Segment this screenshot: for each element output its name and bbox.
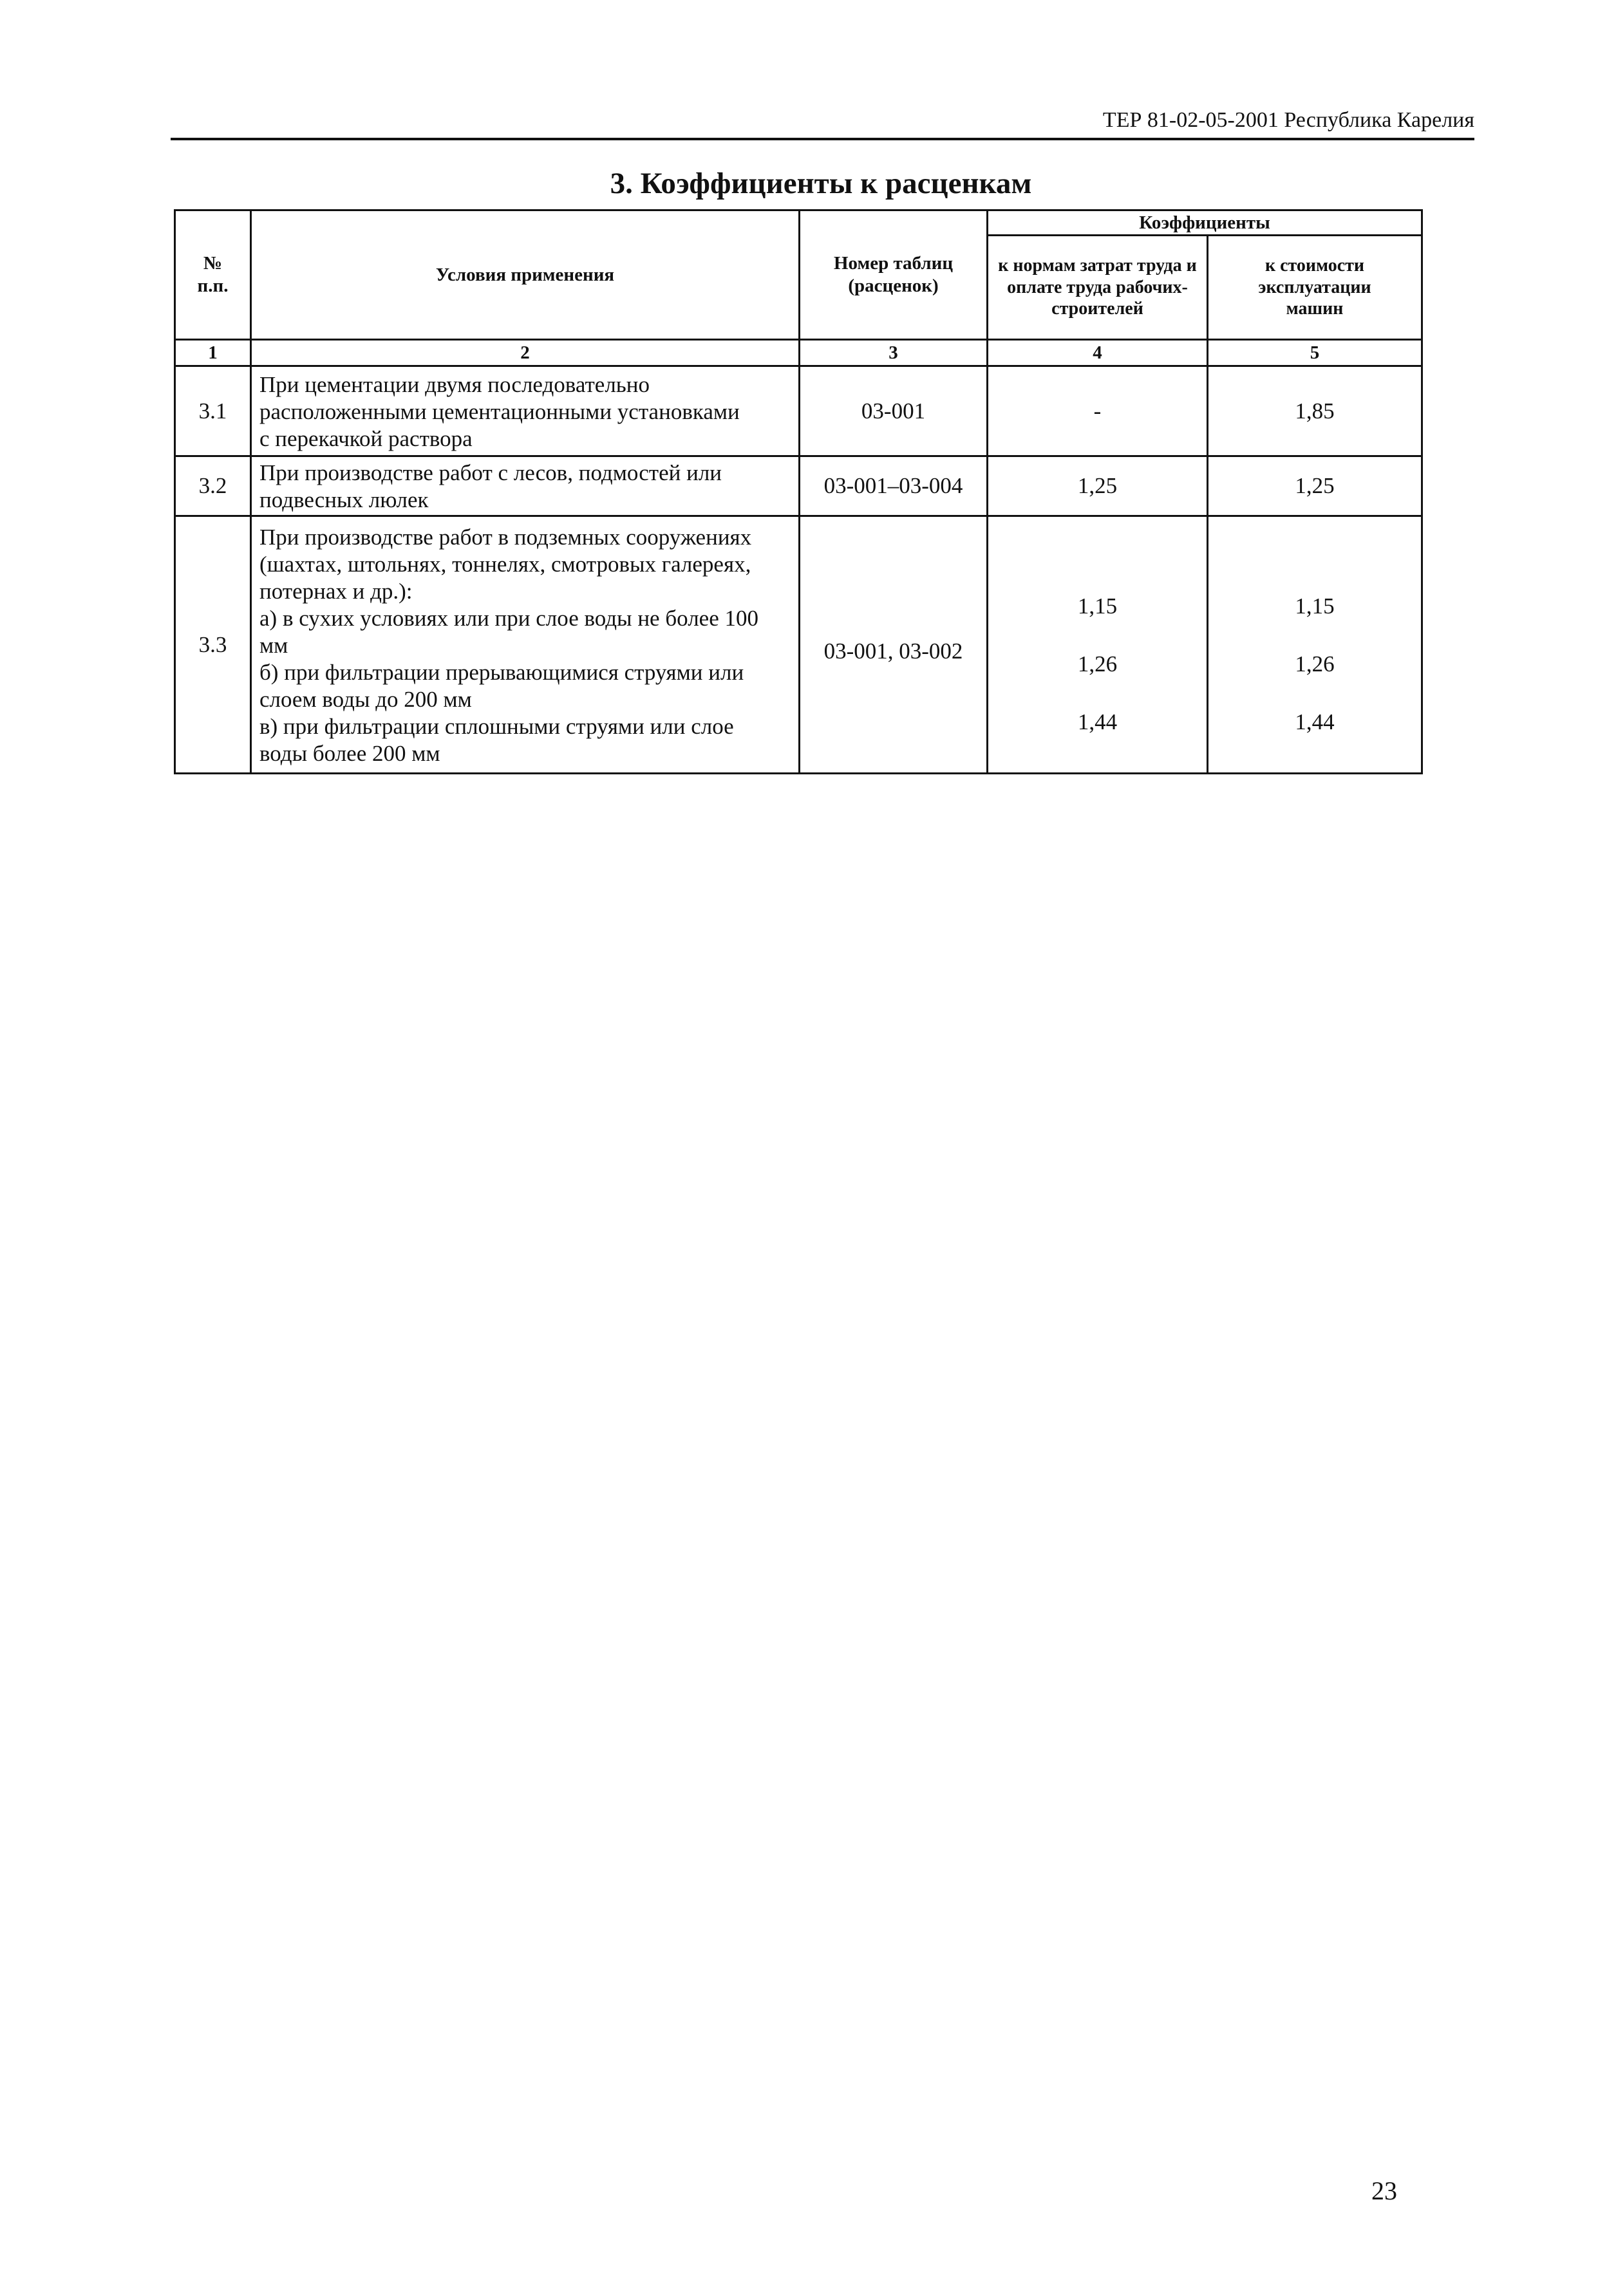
- condition-line: При цементации двумя последовательно: [259, 371, 650, 397]
- table-row: [175, 516, 1422, 774]
- condition-line: б) при фильтрации прерывающимися струями или: [259, 659, 744, 685]
- table-numbers-cell: 03-001: [800, 366, 988, 456]
- labor-coefficient: -: [988, 366, 1208, 456]
- column-number: 3: [800, 340, 988, 366]
- condition-cell: [251, 456, 800, 516]
- column-number-row: [175, 340, 1422, 366]
- running-header: ТЕР 81-02-05-2001 Республика Карелия: [1102, 108, 1474, 132]
- table-row: [175, 366, 1422, 456]
- header-machines-text: к стоимости эксплуатации машин: [1258, 256, 1371, 319]
- condition-line: При производстве работ с лесов, подмостей или: [259, 460, 722, 485]
- condition-line: а) в сухих условиях или при слое воды не более 100: [259, 605, 758, 631]
- labor-value: 1,26: [1077, 651, 1118, 677]
- labor-coefficient: 1,25: [988, 456, 1208, 516]
- column-number: 4: [988, 340, 1208, 366]
- machine-value: 1,15: [1295, 593, 1335, 619]
- condition-cell: [251, 366, 800, 456]
- header-labor: к нормам затрат труда и оплате труда рабочих-строителей: [988, 236, 1208, 340]
- header-rule: [171, 138, 1474, 140]
- condition-cell: [251, 516, 800, 774]
- header-coefficients: Коэффициенты: [988, 210, 1422, 236]
- column-number: 2: [251, 340, 800, 366]
- condition-line: воды более 200 мм: [259, 740, 440, 766]
- header-row-1: [175, 210, 1422, 236]
- table-numbers-cell: 03-001, 03-002: [800, 516, 988, 774]
- condition-line: в) при фильтрации сплошными струями или слое: [259, 713, 734, 739]
- machine-coefficient: [1208, 516, 1422, 774]
- table-numbers-cell: 03-001–03-004: [800, 456, 988, 516]
- condition-line: мм: [259, 632, 288, 658]
- header-machines: [1208, 236, 1422, 340]
- coefficients-table: [174, 209, 1423, 774]
- header-num-text: № п.п.: [197, 253, 229, 296]
- condition-line: расположенными цементационными установками: [259, 398, 740, 424]
- header-conditions: Условия применения: [251, 210, 800, 340]
- condition-line: подвесных люлек: [259, 487, 429, 512]
- condition-line: потернах и др.):: [259, 578, 413, 604]
- condition-line: слоем воды до 200 мм: [259, 686, 472, 712]
- labor-value: 1,15: [1077, 593, 1118, 619]
- machine-value: 1,26: [1295, 651, 1335, 677]
- machine-value: 1,44: [1295, 709, 1335, 734]
- row-number: 3.1: [175, 366, 251, 456]
- header-table-numbers-text: Номер таблиц (расценок): [833, 253, 954, 296]
- column-number: 1: [175, 340, 251, 366]
- machine-coefficient: 1,25: [1208, 456, 1422, 516]
- machine-coefficient: 1,85: [1208, 366, 1422, 456]
- condition-line: (шахтах, штольнях, тоннелях, смотровых галереях,: [259, 551, 751, 577]
- condition-line: с перекачкой раствора: [259, 425, 473, 451]
- table-row: [175, 456, 1422, 516]
- labor-value: 1,44: [1077, 709, 1118, 734]
- header-num: [175, 210, 251, 340]
- page-number: 23: [1371, 2176, 1397, 2205]
- section-title: 3. Коэффициенты к расценкам: [610, 167, 1032, 200]
- header-table-numbers: [800, 210, 988, 340]
- row-number: 3.3: [175, 516, 251, 774]
- labor-coefficient: [988, 516, 1208, 774]
- condition-line: При производстве работ в подземных сооружениях: [259, 524, 752, 550]
- column-number: 5: [1208, 340, 1422, 366]
- row-number: 3.2: [175, 456, 251, 516]
